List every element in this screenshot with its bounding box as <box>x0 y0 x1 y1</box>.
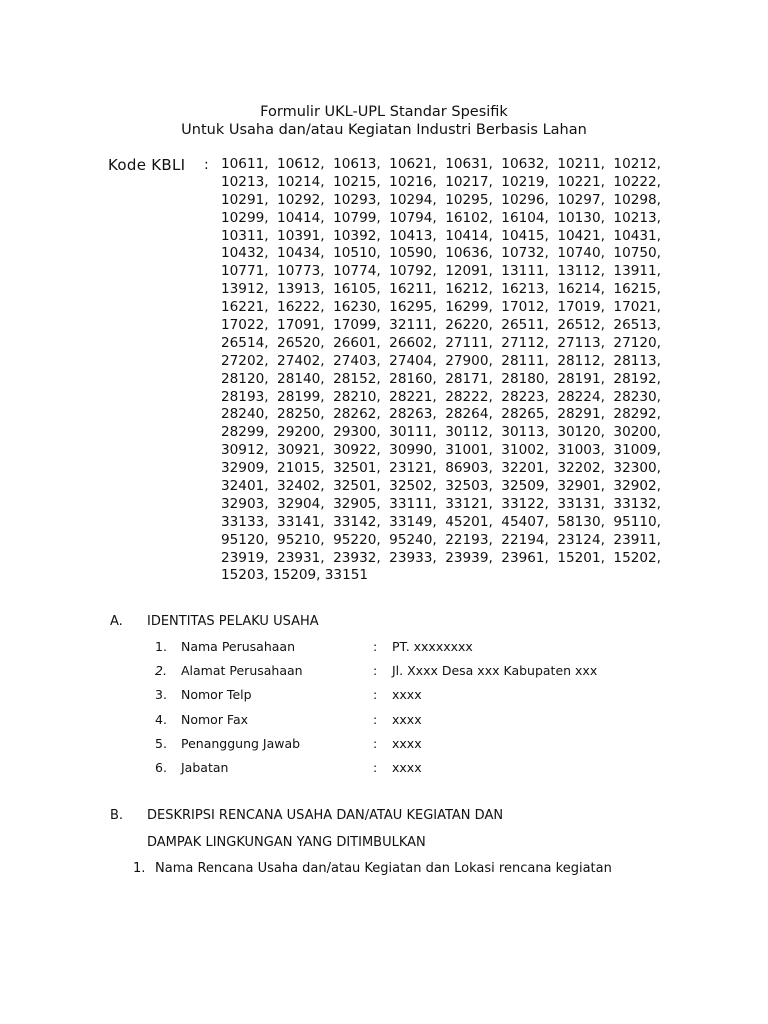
kbli-code-line: 28240, 28250, 28262, 28263, 28264, 28265, 28291, 28292, <box>221 406 661 423</box>
identity-row-value: xxxx <box>392 760 422 775</box>
identity-row-value: PT. xxxxxxxx <box>392 639 473 654</box>
kbli-code-line: 30912, 30921, 30922, 30990, 31001, 31002, 31003, 31009, <box>221 442 661 459</box>
kbli-code-line: 28120, 28140, 28152, 28160, 28171, 28180, 28191, 28192, <box>221 370 661 387</box>
identity-row-value: xxxx <box>392 736 422 751</box>
kbli-code-line: 32401, 32402, 32501, 32502, 32503, 32509, 32901, 32902, <box>221 478 661 495</box>
kbli-code-line: 27202, 27402, 27403, 27404, 27900, 28111, 28112, 28113, <box>221 352 661 369</box>
kbli-code-line: 28299, 29200, 29300, 30111, 30112, 30113, 30120, 30200, <box>221 424 661 441</box>
identity-row-colon: : <box>373 760 378 775</box>
kbli-code-line: 17022, 17091, 17099, 32111, 26220, 26511, 26512, 26513, <box>221 317 661 334</box>
kbli-code-line: 23919, 23931, 23932, 23933, 23939, 23961, 15201, 15202, <box>221 549 661 566</box>
kbli-code-line: 28193, 28199, 28210, 28221, 28222, 28223, 28224, 28230, <box>221 388 661 405</box>
kbli-code-line: 16221, 16222, 16230, 16295, 16299, 17012, 17019, 17021, <box>221 299 661 316</box>
kbli-code-line: 26514, 26520, 26601, 26602, 27111, 27112, 27113, 27120, <box>221 334 661 351</box>
kbli-code-line: 32909, 21015, 32501, 23121, 86903, 32201, 32202, 32300, <box>221 460 661 477</box>
section-b-letter: B. <box>110 808 124 823</box>
section-a-letter: A. <box>110 614 123 629</box>
identity-row-company-address <box>0 662 768 680</box>
subitem-text: Nama Rencana Usaha dan/atau Kegiatan dan Lokasi rencana kegiatan <box>155 861 612 876</box>
identity-row-number: 1. <box>155 639 167 654</box>
section-b-title: DESKRIPSI RENCANA USAHA DAN/ATAU KEGIATAN DAN <box>147 808 504 823</box>
kbli-code-line: 95120, 95210, 95220, 95240, 22193, 22194, 23124, 23911, <box>221 531 661 548</box>
identity-row-number: 6. <box>155 760 167 775</box>
identity-row-label: Nomor Fax <box>181 712 249 727</box>
kbli-code-line: 10771, 10773, 10774, 10792, 12091, 13111, 13112, 13911, <box>221 263 661 280</box>
kbli-code-line: 32903, 32904, 32905, 33111, 33121, 33122, 33131, 33132, <box>221 495 661 512</box>
identity-row-company-name <box>0 638 768 656</box>
identity-row-number: 3. <box>155 687 167 702</box>
kbli-code-list <box>221 156 661 585</box>
identity-row-number: 2. <box>155 663 167 678</box>
identity-row-colon: : <box>373 736 378 751</box>
identity-row-number: 5. <box>155 736 167 751</box>
kbli-code-line: 33133, 33141, 33142, 33149, 45201, 45407, 58130, 95110, <box>221 513 661 530</box>
section-b-title-continued: DAMPAK LINGKUNGAN YANG DITIMBULKAN <box>147 835 426 850</box>
kbli-code-line: 10611, 10612, 10613, 10621, 10631, 10632, 10211, 10212, <box>221 156 661 172</box>
identity-row-colon: : <box>373 663 378 678</box>
identity-row-label: Alamat Perusahaan <box>181 663 303 678</box>
document-subtitle: Untuk Usaha dan/atau Kegiatan Industri Berbasis Lahan <box>181 122 587 138</box>
identity-row-number: 4. <box>155 712 167 727</box>
identity-row-value: Jl. Xxxx Desa xxx Kabupaten xxx <box>392 663 598 678</box>
kbli-code-line-last: 15203, 15209, 33151 <box>221 567 369 584</box>
identity-row-position <box>0 759 768 777</box>
identity-row-colon: : <box>373 639 378 654</box>
document-title: Formulir UKL-UPL Standar Spesifik <box>260 104 508 120</box>
kbli-colon: : <box>204 157 209 173</box>
identity-row-person-in-charge <box>0 735 768 753</box>
identity-row-value: xxxx <box>392 712 422 727</box>
kbli-code-line: 10311, 10391, 10392, 10413, 10414, 10415, 10421, 10431, <box>221 227 661 244</box>
identity-row-label: Penanggung Jawab <box>181 736 301 751</box>
kbli-code-line: 13912, 13913, 16105, 16211, 16212, 16213, 16214, 16215, <box>221 281 661 298</box>
identity-row-phone <box>0 686 768 704</box>
section-b-subitem <box>133 860 612 878</box>
identity-row-value: xxxx <box>392 687 422 702</box>
kbli-code-line: 10291, 10292, 10293, 10294, 10295, 10296, 10297, 10298, <box>221 191 661 208</box>
section-a-title: IDENTITAS PELAKU USAHA <box>147 614 319 629</box>
identity-row-label: Nomor Telp <box>181 687 252 702</box>
identity-row-label: Nama Perusahaan <box>181 639 296 654</box>
identity-row-colon: : <box>373 687 378 702</box>
identity-row-colon: : <box>373 712 378 727</box>
subitem-number: 1. <box>133 861 146 876</box>
kbli-code-line: 10299, 10414, 10799, 10794, 16102, 16104, 10130, 10213, <box>221 209 661 226</box>
kbli-code-line: 10213, 10214, 10215, 10216, 10217, 10219, 10221, 10222, <box>221 173 661 190</box>
identity-row-fax <box>0 711 768 729</box>
kbli-label: Kode KBLI <box>108 156 186 174</box>
kbli-code-line: 10432, 10434, 10510, 10590, 10636, 10732, 10740, 10750, <box>221 245 661 262</box>
identity-row-label: Jabatan <box>181 760 229 775</box>
